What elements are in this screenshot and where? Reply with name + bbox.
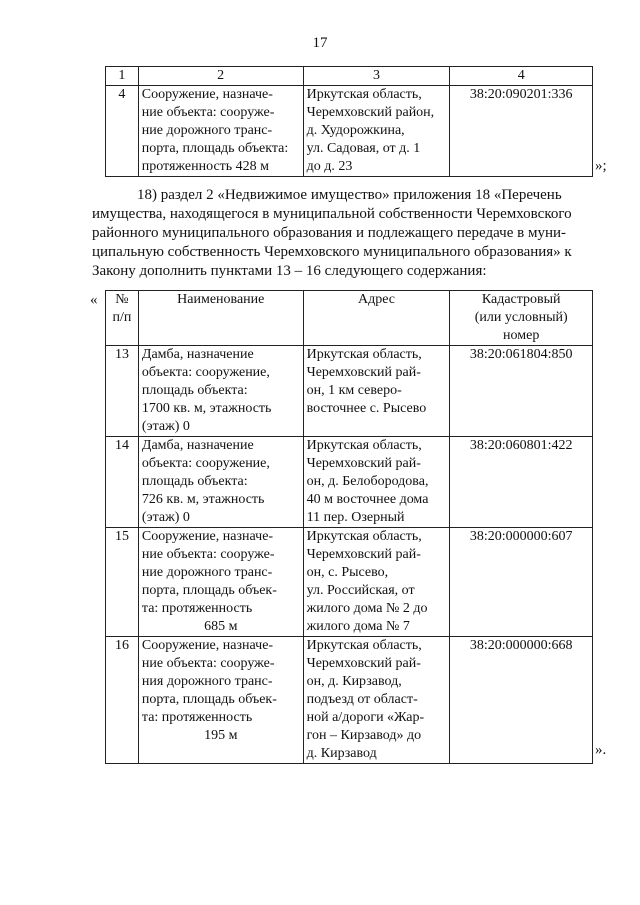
cell-line: ние дорожного транс-	[141, 123, 273, 138]
cell-line: Иркутская область,	[306, 529, 422, 544]
table-row	[106, 637, 593, 764]
cell-line: ул. Российская, от	[306, 583, 415, 598]
cell-line: Черемховский рай-	[306, 365, 421, 380]
header-line: №	[115, 292, 129, 307]
cell-line: ние объекта: сооруже-	[141, 656, 275, 671]
closing-quote: »;	[595, 158, 607, 174]
cell-line: Иркутская область,	[306, 87, 422, 102]
cell-line: до д. 23	[306, 159, 353, 174]
cell-line: объекта: сооружение,	[141, 456, 270, 471]
row-number: 4	[106, 86, 139, 177]
paragraph-line: имущества, находящегося в муниципальной собственности Черемховского	[92, 206, 572, 222]
cell-line: порта, площадь объекта:	[141, 141, 289, 156]
cell-line: 11 пер. Озерный	[306, 510, 405, 525]
cell-line: (этаж) 0	[141, 419, 190, 434]
cell-line: д. Кирзавод	[306, 746, 377, 761]
header-line: п/п	[112, 310, 132, 325]
cell-line: гон – Кирзавод» до	[306, 728, 422, 743]
row-number: 14	[106, 437, 139, 528]
page-number: 17	[312, 35, 328, 51]
column-header: 2	[138, 67, 303, 86]
column-header: 3	[303, 67, 450, 86]
cell-line: он, 1 км северо-	[306, 383, 402, 398]
header-line: Наименование	[177, 292, 265, 307]
cell-line: Черемховский рай-	[306, 656, 421, 671]
row-number: 13	[106, 346, 139, 437]
cell-line: ной а/дороги «Жар-	[306, 710, 425, 725]
table-header-row	[106, 67, 593, 86]
cell-line: Иркутская область,	[306, 347, 422, 362]
cell-line: 195 м	[204, 728, 238, 743]
column-header: 4	[450, 67, 593, 86]
cell-line: (этаж) 0	[141, 510, 190, 525]
cell-line: объекта: сооружение,	[141, 365, 270, 380]
table-row	[106, 346, 593, 437]
cell-line: 726 кв. м, этажность	[141, 492, 265, 507]
cell-line: та: протяженность	[141, 601, 253, 616]
header-line: Адрес	[357, 292, 395, 307]
column-header-name	[138, 291, 303, 346]
cell-line: площадь объекта:	[141, 383, 248, 398]
cell-line: ние объекта: сооруже-	[141, 547, 275, 562]
paragraph-line: Закону дополнить пунктами 13 – 16 следующего содержания:	[92, 263, 487, 279]
column-header-address	[303, 291, 450, 346]
cadastral-number-cell: 38:20:000000:607	[450, 528, 593, 637]
row-number: 15	[106, 528, 139, 637]
cell-line: Сооружение, назначе-	[141, 638, 274, 653]
cell-line: площадь объекта:	[141, 474, 248, 489]
cell-line: Черемховский район,	[306, 105, 435, 120]
table-header-row	[106, 291, 593, 346]
cadastral-number-cell: 38:20:060801:422	[450, 437, 593, 528]
header-line: (или условный)	[474, 310, 568, 325]
paragraph-line: 18) раздел 2 «Недвижимое имущество» приложения 18 «Перечень	[137, 187, 562, 203]
cell-line: восточнее с. Рысево	[306, 401, 427, 416]
cell-line: порта, площадь объек-	[141, 583, 277, 598]
object-name-cell	[138, 346, 303, 437]
paragraph-line: районного муниципального образования и подлежащего передаче в муни-	[92, 225, 567, 241]
column-header-cadastral	[450, 291, 593, 346]
cell-line: порта, площадь объек-	[141, 692, 277, 707]
cadastral-number-cell: 38:20:000000:668	[450, 637, 593, 764]
cell-line: Сооружение, назначе-	[141, 87, 273, 102]
object-name-cell	[138, 528, 303, 637]
row-number: 16	[106, 637, 139, 764]
cell-line: д. Худорожкина,	[306, 123, 405, 138]
cell-line: он, д. Белобородова,	[306, 474, 429, 489]
cell-line: ния дорожного транс-	[141, 674, 273, 689]
address-cell	[303, 528, 450, 637]
address-cell	[303, 437, 450, 528]
object-name-cell	[138, 437, 303, 528]
header-line: номер	[503, 328, 540, 343]
cell-line: жилого дома № 7	[306, 619, 410, 634]
cell-line: Черемховский рай-	[306, 547, 421, 562]
opening-quote: «	[90, 292, 98, 308]
cell-line: подъезд от област-	[306, 692, 418, 707]
cell-line: протяженность 428 м	[141, 159, 270, 174]
address-cell	[303, 86, 450, 177]
column-header-number	[106, 291, 139, 346]
cell-line: 685 м	[204, 619, 238, 634]
table-row	[106, 528, 593, 637]
cell-line: ул. Садовая, от д. 1	[306, 141, 421, 156]
header-line: Кадастровый	[481, 292, 561, 307]
table-row	[106, 437, 593, 528]
cadastral-number-cell: 38:20:061804:850	[450, 346, 593, 437]
cell-line: та: протяженность	[141, 710, 253, 725]
body-paragraph	[92, 186, 602, 281]
object-name-cell	[138, 86, 303, 177]
cell-line: он, с. Рысево,	[306, 565, 389, 580]
property-table	[105, 290, 593, 764]
column-header: 1	[106, 67, 139, 86]
cell-line: 40 м восточнее дома	[306, 492, 429, 507]
cell-line: Дамба, назначение	[141, 438, 254, 453]
cell-line: жилого дома № 2 до	[306, 601, 428, 616]
object-name-cell	[138, 637, 303, 764]
cell-line: он, д. Кирзавод,	[306, 674, 402, 689]
address-cell	[303, 346, 450, 437]
cell-line: Иркутская область,	[306, 438, 422, 453]
cell-line: ние дорожного транс-	[141, 565, 273, 580]
cell-line: 1700 кв. м, этажность	[141, 401, 272, 416]
closing-quote: ».	[595, 742, 607, 758]
cell-line: ние объекта: сооруже-	[141, 105, 275, 120]
cell-line: Черемховский рай-	[306, 456, 421, 471]
table-continuation	[105, 66, 593, 177]
table-row	[106, 86, 593, 177]
cell-line: Сооружение, назначе-	[141, 529, 274, 544]
address-cell	[303, 637, 450, 764]
cell-line: Иркутская область,	[306, 638, 422, 653]
cadastral-number-cell: 38:20:090201:336	[450, 86, 593, 177]
paragraph-line: ципальную собственность Черемховского муниципального образования» к	[92, 244, 572, 260]
cell-line: Дамба, назначение	[141, 347, 254, 362]
